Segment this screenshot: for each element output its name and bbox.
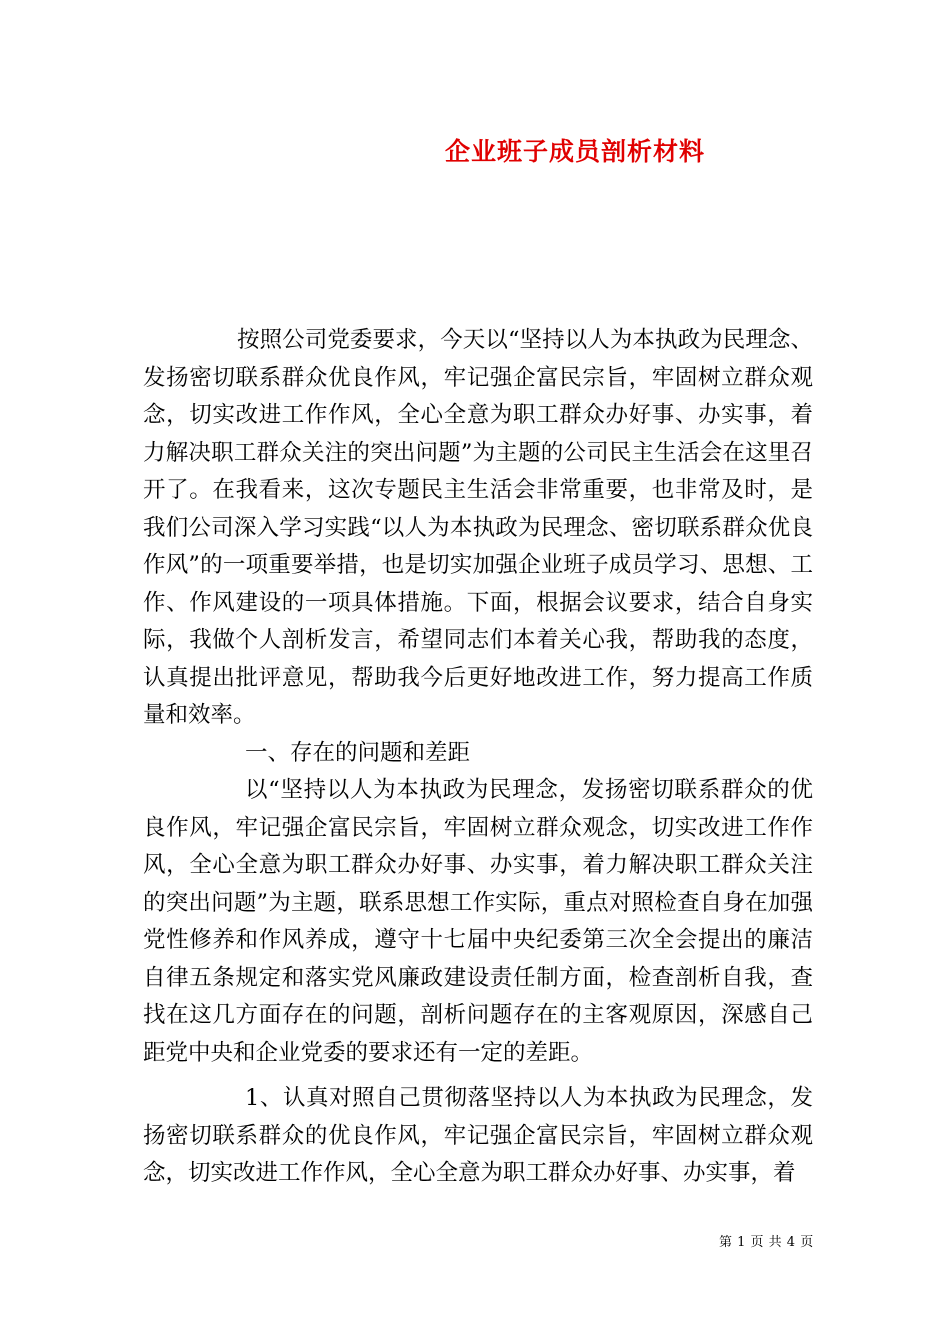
document-body	[143, 322, 813, 1193]
document-title: 企业班子成员剖析材料	[444, 137, 705, 166]
section-paragraph: 以“坚持以人为本执政为民理念，发扬密切联系群众的优良作风，牢记强企富民宗旨，牢固树立群众观念，切实改进工作作风，全心全意为职工群众办好事、办实事，着力解决职工群众关注的突出问题”为主题，联系思想工作实际，重点对照检查自身在加强党性修养和作风养成，遵守十七届中央纪委第三次全会提出的廉洁自律五条规定和落实党风廉政建设责任制方面，检查剖析自我，查找在这几方面存在的问题，剖析问题存在的主客观原因，深感自己距党中央和企业党委的要求还有一定的差距。	[143, 777, 813, 1066]
page-number-footer: 第 1 页 共 4 页	[719, 1235, 814, 1250]
paragraph-gap	[143, 1072, 813, 1080]
section-heading: 一、存在的问题和差距	[245, 739, 471, 766]
item-paragraph-1: 1、认真对照自己贯彻落坚持以人为本执政为民理念，发扬密切联系群众的优良作风，牢记强企富民宗旨，牢固树立群众观念，切实改进工作作风，全心全意为职工群众办好事、办实事，着	[143, 1085, 813, 1186]
intro-paragraph: 按照公司党委要求，今天以“坚持以人为本执政为民理念、发扬密切联系群众优良作风，牢记强企富民宗旨，牢固树立群众观念，切实改进工作作风，全心全意为职工群众办好事、办实事，着力解决职工群众关注的突出问题”为主题的公司民主生活会在这里召开了。在我看来，这次专题民主生活会非常重要，也非常及时，是我们公司深入学习实践“以人为本执政为民理念、密切联系群众优良作风”的一项重要举措，也是切实加强企业班子成员学习、思想、工作、作风建设的一项具体措施。下面，根据会议要求，结合自身实际，我做个人剖析发言，希望同志们本着关心我，帮助我的态度，认真提出批评意见，帮助我今后更好地改进工作，努力提高工作质量和效率。	[143, 327, 813, 728]
